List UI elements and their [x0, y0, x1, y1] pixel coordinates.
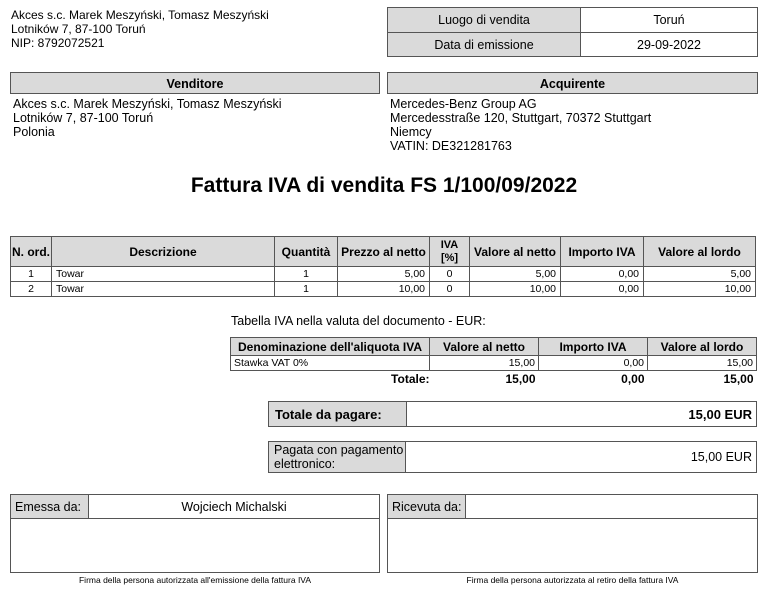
place-value: Toruń: [581, 8, 758, 33]
issuer-name: Akces s.c. Marek Meszyński, Tomasz Meszyński: [11, 8, 269, 22]
buyer-section: [387, 72, 758, 153]
cell-desc: Towar: [52, 282, 275, 297]
cell-net-price: 10,00: [338, 282, 430, 297]
seller-line: Polonia: [13, 125, 55, 139]
vat-gross: 15,00: [648, 356, 757, 371]
buyer-line: Mercedesstraße 120, Stuttgart, 70372 Stuttgart: [390, 111, 652, 125]
vat-total-label: Totale:: [391, 372, 430, 386]
paid-value: 15,00 EUR: [406, 442, 757, 473]
buyer-title: Acquirente: [387, 72, 758, 94]
cell-vat-rate: 0: [430, 282, 470, 297]
received-signature-area: [388, 519, 758, 573]
vat-total-row: [231, 371, 757, 388]
total-to-pay-box: [268, 401, 757, 427]
vat-header: Valore al netto: [430, 338, 539, 356]
vat-header: Importo IVA: [539, 338, 648, 356]
cell-net-value: 10,00: [470, 282, 561, 297]
cell-gross: 5,00: [644, 267, 756, 282]
issued-by-value: Wojciech Michalski: [89, 495, 380, 519]
items-header: N. ord.: [11, 237, 52, 267]
table-row: [11, 267, 756, 282]
items-header: Valore al netto: [470, 237, 561, 267]
vat-header: Valore al lordo: [648, 338, 757, 356]
buyer-line: Niemcy: [390, 125, 432, 139]
seller-section: [10, 72, 380, 139]
issuer-address: Lotników 7, 87-100 Toruń: [11, 22, 146, 36]
seller-line: Akces s.c. Marek Meszyński, Tomasz Meszyński: [13, 97, 282, 111]
cell-gross: 10,00: [644, 282, 756, 297]
items-header: Descrizione: [52, 237, 275, 267]
buyer-line: VATIN: DE321281763: [390, 139, 512, 153]
vat-total-net: 15,00: [505, 372, 536, 386]
cell-qty: 1: [275, 282, 338, 297]
items-table: [10, 236, 756, 297]
total-to-pay-label: Totale da pagare:: [269, 402, 407, 427]
items-header: Quantità: [275, 237, 338, 267]
seller-line: Lotników 7, 87-100 Toruń: [13, 111, 154, 125]
items-header: Valore al lordo: [644, 237, 756, 267]
place-date-table: [387, 7, 758, 57]
issued-signature-area: [11, 519, 380, 573]
cell-ord: 1: [11, 267, 52, 282]
vat-amount: 0,00: [539, 356, 648, 371]
items-header: Prezzo al netto: [338, 237, 430, 267]
table-row: [11, 282, 756, 297]
invoice-title: Fattura IVA di vendita FS 1/100/09/2022: [190, 174, 578, 197]
vat-caption: Tabella IVA nella valuta del documento - EUR:: [231, 314, 486, 328]
vat-total-amount: 0,00: [621, 372, 645, 386]
place-label: Luogo di vendita: [388, 8, 581, 33]
issuer-nip: NIP: 8792072521: [11, 36, 105, 50]
cell-qty: 1: [275, 267, 338, 282]
date-label: Data di emissione: [388, 33, 581, 57]
vat-header: Denominazione dell'aliquota IVA: [231, 338, 430, 356]
paid-box: [268, 441, 757, 473]
cell-desc: Towar: [52, 267, 275, 282]
issued-by-label: Emessa da:: [11, 495, 89, 519]
date-value: 29-09-2022: [581, 33, 758, 57]
received-caption: Firma della persona autorizzata al retiro della fattura IVA: [466, 575, 679, 585]
vat-total-gross: 15,00: [723, 372, 754, 386]
issued-by-section: [10, 494, 380, 585]
seller-title: Venditore: [10, 72, 380, 94]
cell-net-value: 5,00: [470, 267, 561, 282]
paid-label: Pagata con pagamento elettronico:: [269, 442, 406, 473]
received-by-value: [466, 495, 758, 519]
table-row: [231, 356, 757, 371]
items-header: Importo IVA: [561, 237, 644, 267]
issued-caption: Firma della persona autorizzata all'emissione della fattura IVA: [78, 575, 312, 585]
items-header: IVA [%]: [430, 237, 470, 267]
buyer-line: Mercedes-Benz Group AG: [390, 97, 537, 111]
total-to-pay-value: 15,00 EUR: [407, 402, 757, 427]
received-by-label: Ricevuta da:: [388, 495, 466, 519]
cell-vat-amount: 0,00: [561, 267, 644, 282]
issuer-header: [11, 8, 269, 50]
vat-net: 15,00: [430, 356, 539, 371]
vat-rate-name: Stawka VAT 0%: [231, 356, 430, 371]
cell-net-price: 5,00: [338, 267, 430, 282]
cell-vat-rate: 0: [430, 267, 470, 282]
cell-vat-amount: 0,00: [561, 282, 644, 297]
vat-table: [230, 337, 757, 387]
cell-ord: 2: [11, 282, 52, 297]
received-by-section: [387, 494, 758, 585]
